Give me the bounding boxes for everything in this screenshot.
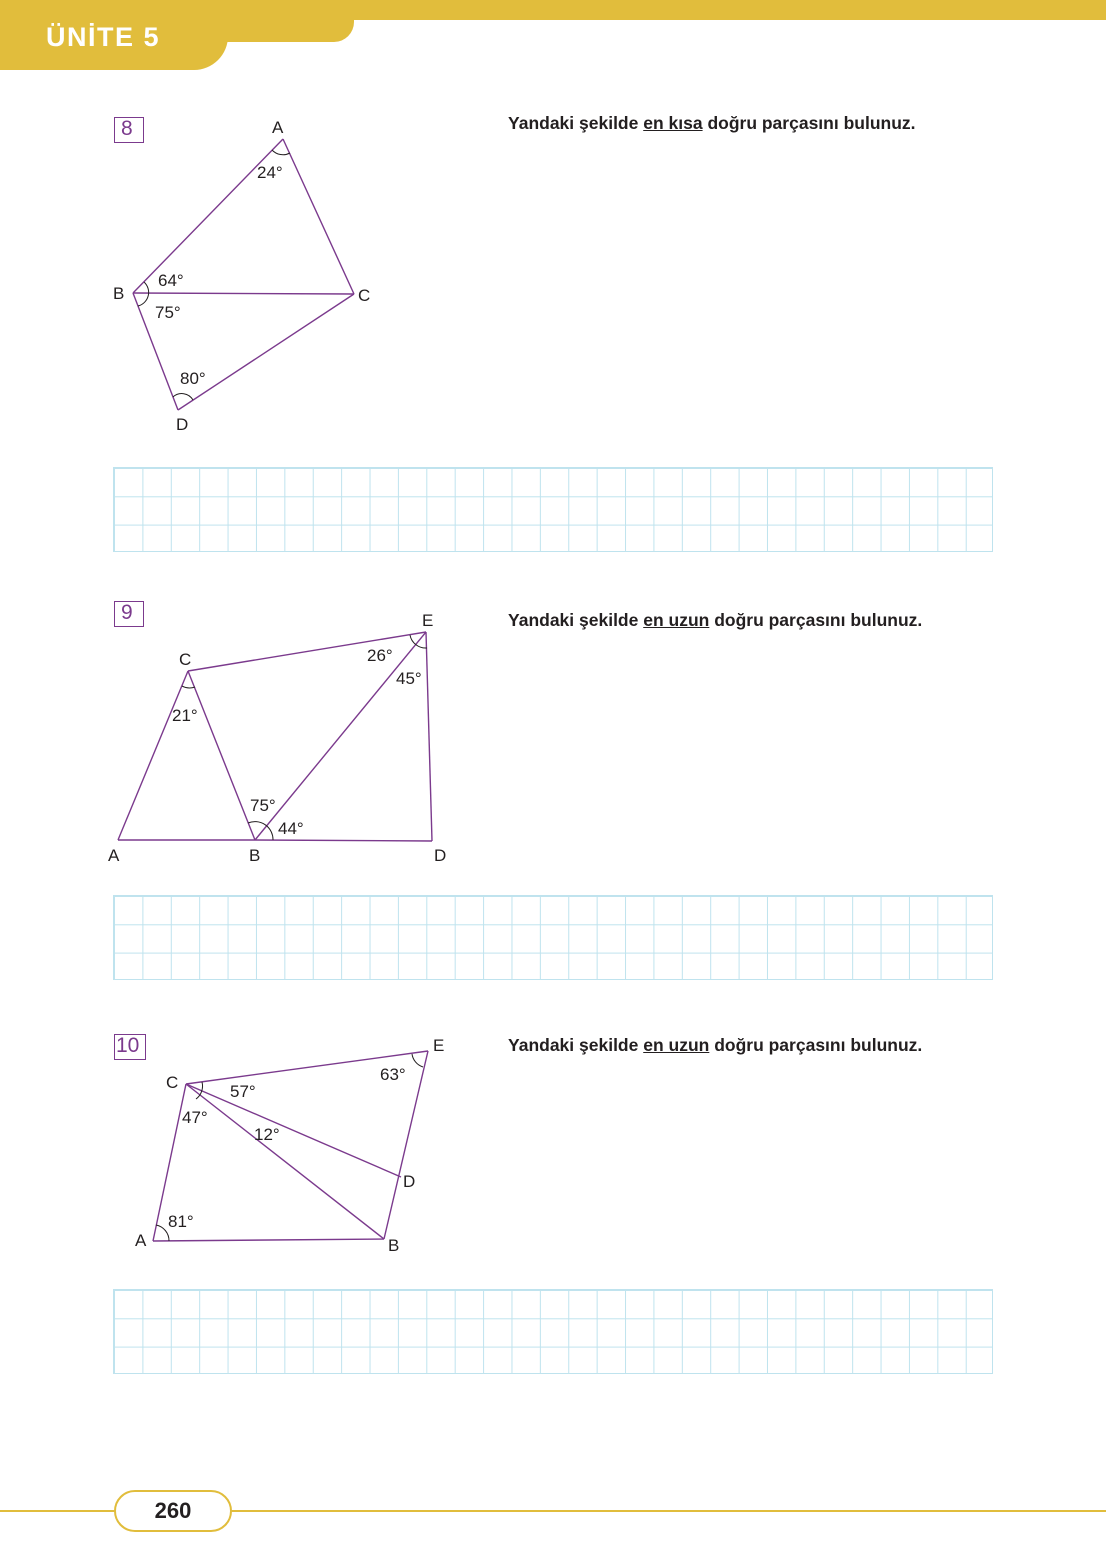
segment-cb [186, 1084, 384, 1239]
point-label-e: E [422, 611, 434, 630]
unit-tab-notch [226, 18, 354, 42]
angle-label-c: 21° [172, 706, 198, 725]
question-9-number: 9 [121, 601, 133, 624]
segment-cb [188, 671, 255, 840]
angle-label-d: 80° [180, 369, 206, 388]
point-label-c: C [179, 650, 192, 669]
question-8-number: 8 [121, 117, 133, 140]
segment-be [255, 632, 426, 840]
segment-ac [283, 139, 354, 294]
angle-label-c-upper: 57° [230, 1082, 256, 1101]
point-label-b: B [388, 1236, 400, 1255]
prompt-text: Yandaki şekilde [508, 610, 644, 630]
question-8-prompt [508, 113, 916, 134]
question-10-prompt [508, 1035, 922, 1056]
point-label-d: D [403, 1172, 416, 1191]
angle-label-b-upper: 64° [158, 271, 184, 290]
prompt-keyword: en uzun [643, 1035, 710, 1055]
point-label-d: D [434, 846, 447, 865]
angle-label-e-upper: 26° [367, 646, 393, 665]
angle-arc-c [182, 686, 195, 688]
unit-title: ÜNİTE 5 [46, 22, 161, 52]
point-label-b: B [113, 284, 125, 303]
angle-arc-a [272, 150, 290, 155]
question-8-figure [100, 110, 400, 440]
question-9-prompt [508, 610, 922, 631]
prompt-text: doğru parçasını bulunuz. [709, 1035, 923, 1055]
angle-label-b-lower: 75° [155, 303, 181, 322]
segment-bc [133, 293, 354, 294]
prompt-keyword: en uzun [643, 610, 710, 630]
point-label-b: B [249, 846, 261, 865]
prompt-text: doğru parçasını bulunuz. [709, 610, 923, 630]
angle-label-e: 63° [380, 1065, 406, 1084]
point-label-e: E [433, 1036, 445, 1055]
angle-label-e-lower: 45° [396, 669, 422, 688]
point-label-c: C [166, 1073, 179, 1092]
point-label-a: A [108, 846, 120, 865]
segment-bd [255, 840, 432, 841]
angle-label-a: 81° [168, 1212, 194, 1231]
angle-label-b-right: 44° [278, 819, 304, 838]
segment-cd [186, 1084, 401, 1177]
point-label-c: C [358, 286, 371, 305]
angle-label-a: 24° [257, 163, 283, 182]
question-8-answer-grid[interactable] [113, 467, 993, 552]
question-10-number: 10 [116, 1034, 140, 1057]
segment-ac [118, 671, 188, 840]
question-10-answer-grid[interactable] [113, 1289, 993, 1374]
angle-arc-d [173, 394, 193, 400]
point-label-d: D [176, 415, 189, 434]
question-9-answer-grid[interactable] [113, 895, 993, 980]
prompt-text: doğru parçasını bulunuz. [702, 113, 916, 133]
question-9-figure [100, 600, 460, 870]
point-label-a: A [272, 118, 284, 137]
angle-label-c-inner: 12° [254, 1125, 280, 1144]
segment-cd [178, 294, 354, 410]
point-label-a: A [135, 1231, 147, 1250]
page-number: 260 [114, 1490, 232, 1532]
prompt-keyword: en kısa [643, 113, 703, 133]
segment-ab [153, 1239, 384, 1241]
question-10-figure [100, 1030, 460, 1260]
segment-ed [426, 632, 432, 841]
prompt-text: Yandaki şekilde [508, 113, 644, 133]
prompt-text: Yandaki şekilde [508, 1035, 644, 1055]
angle-label-b-left: 75° [250, 796, 276, 815]
angle-arc-e [412, 1054, 423, 1067]
angle-label-c-left: 47° [182, 1108, 208, 1127]
